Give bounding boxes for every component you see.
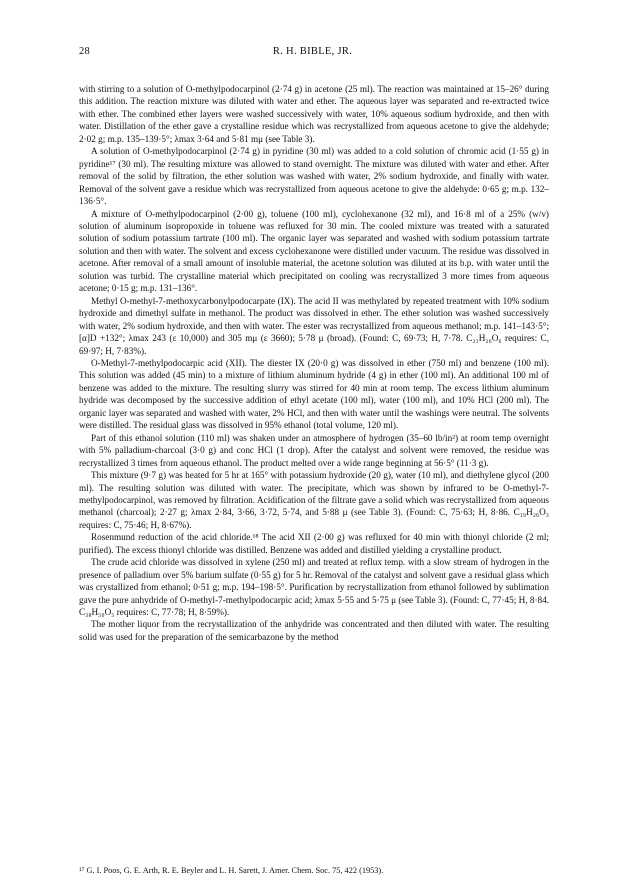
paragraph-acid-xii: O-Methyl-7-methylpodocarpic acid (XII). The diester IX (20·0 g) was dissolved in ether (750 ml) and benzene (100 ml). This solution was added (45 min) to a mixture of lithium aluminum hydride (4 g) in ether (100 ml). An additional 100 ml of benzene was added to the mixture. The resulting slurry was stirred for 40 min at room temp. The excess lithium aluminum hydride was decomposed by the successive addition of ethyl acetate (100 ml), water (100 ml), and 10% HCl (200 ml). The organic layer was separated and washed with water, 2% HCl, and then with water until the washings were neutral. The solvents were distilled. The residual glass was dissolved in 95% ethanol (total volume, 120 ml). [79,357,549,431]
page-number: 28 [79,46,91,57]
paragraph-continuation: with stirring to a solution of O-methylpodocarpinol (2·74 g) in acetone (25 ml). The reaction was maintained at 15–26° during this addition. The reaction mixture was diluted with water and ether. The aqueous layer was separated and re-extracted twice with ether. The combined ether layers were washed successively with water, 10% aqueous sodium hydroxide, and then with water. Distillation of the ether gave a crystalline residue which was recrystallized from aqueous acetone to give the aldehyde; 2·02 g; m.p. 135–139·5°; λmax 3·64 and 5·81 mμ (see Table 3). [79,84,549,144]
paragraph-methyl-ester-ix: Methyl O-methyl-7-methoxycarbonylpodocarpate (IX). The acid II was methylated by repeated treatment with 10% sodium hydroxide and dimethyl sulfate in methanol. The product was dissolved in ether. The ether solution was washed successively with water, 2% sodium hydroxide, and then with water. The ester was recrystallized from aqueous methanol; m.p. 141–143·5°; [α]D +132°; λmax 243 (ε 10,000) and 305 mμ (ε 3660); 5·78 μ (broad). (Found: C, 69·73; H, 7·78. C₂₁H₂₆O₆ requires: C, 69·97; H, 7·83%). [79,295,549,356]
paragraph-oppenauer: A mixture of O-methylpodocarpinol (2·00 g), toluene (100 ml), cyclohexanone (32 ml), and 16·8 ml of a 25% (w/v) solution of aluminum isopropoxide in toluene was refluxed for 30 min. The cooled mixture was treated with a saturated solution of sodium potassium tartrate (100 ml). The organic layer was separated and washed with sodium potassium tartrate solution and then with water. The solvent and excess cyclohexanone were distilled under vacuum. The residue was dissolved in acetone. After removal of a small amount of insoluble material, the acetone solution was diluted at its b.p. with water until the solution was turbid. The crystalline material which precipitated on cooling was recrystallized 3 more times from aqueous acetone; 0·15 g; m.p. 131–136°. [79,208,549,294]
footnote: ¹⁷ G. I. Poos, G. E. Arth, R. E. Beyler and L. H. Sarett, J. Amer. Chem. Soc. 75, 422 (1953). [79,866,384,875]
paragraph-hydrogenation: Part of this ethanol solution (110 ml) was shaken under an atmosphere of hydrogen (35–60 lb/in²) at room temp overnight with 5% palladium-charcoal (3·0 g) and conc HCl (1 drop). After the catalyst and solvent were removed, the residue was recrystallized 3 times from aqueous ethanol. The product melted over a wide range beginning at 56·5° (11·3 g). [79,432,549,468]
paragraph-hydrolysis: This mixture (9·7 g) was heated for 5 hr at 165° with potassium hydroxide (20 g), water (10 ml), and diethylene glycol (200 ml). The resulting solution was diluted with water. The precipitate, which was shown by infrared to be O-methyl-7-methylpodocarpinol, was removed by filtration. Acidification of the filtrate gave a solid which was recrystallized from aqueous methanol (charcoal); 2·27 g; λmax 2·84, 3·66, 3·72, 5·74, and 5·88 μ (see Table 3). (Found: C, 75·63; H, 8·86. C₁₉H₂₆O₃ requires: C, 75·46; H, 8·67%). [79,470,549,530]
body-text [79,83,549,643]
page-header [79,46,546,62]
running-head: R. H. BIBLE, JR. [272,46,353,57]
paragraph-crude-acid-chloride: The crude acid chloride was dissolved in xylene (250 ml) and treated at reflux temp. with a slow stream of hydrogen in the presence of palladium over 5% barium sulfate (0·55 g) for 5 hr. Removal of the catalyst and solvent gave a residual glass which was crystallized from ethanol; 0·51 g; m.p. 194–198·5°. Purification by recrystallization from ethanol followed by sublimation gave the pure anhydride of O-methyl-7-methylpodocarpic acid; λmax 5·55 and 5·75 μ (see Table 3). (Found: C, 77·45; H, 8·84. C₃₈H₅₀O₅ requires: C, 77·78; H, 8·59%). [79,557,549,618]
paragraph-mother-liquor: The mother liquor from the recrystallization of the anhydride was concentrated and then diluted with water. The resulting solid was used for the preparation of the semicarbazone by the method [79,619,549,642]
paragraph-chromic-oxidation: A solution of O-methylpodocarpinol (2·74 g) in pyridine (30 ml) was added to a cold solution of chromic acid (1·55 g) in pyridine¹⁷ (30 ml). The resulting mixture was allowed to stand overnight. The mixture was diluted with water and ether. After removal of the solid by filtration, the ether solution was washed with water, 2% sodium hydroxide, and finally with water. Removal of the solvent gave a residue which was recrystallized from aqueous acetone to give the aldehyde: 0·65 g; m.p. 132–136·5°. [79,146,549,207]
paragraph-rosenmund: Rosenmund reduction of the acid chloride.¹⁸ The acid XII (2·00 g) was refluxed for 40 min with thionyl chloride (2 ml; purified). The excess thionyl chloride was distilled. Benzene was added and distilled yielding a crystalline product. [79,532,549,555]
